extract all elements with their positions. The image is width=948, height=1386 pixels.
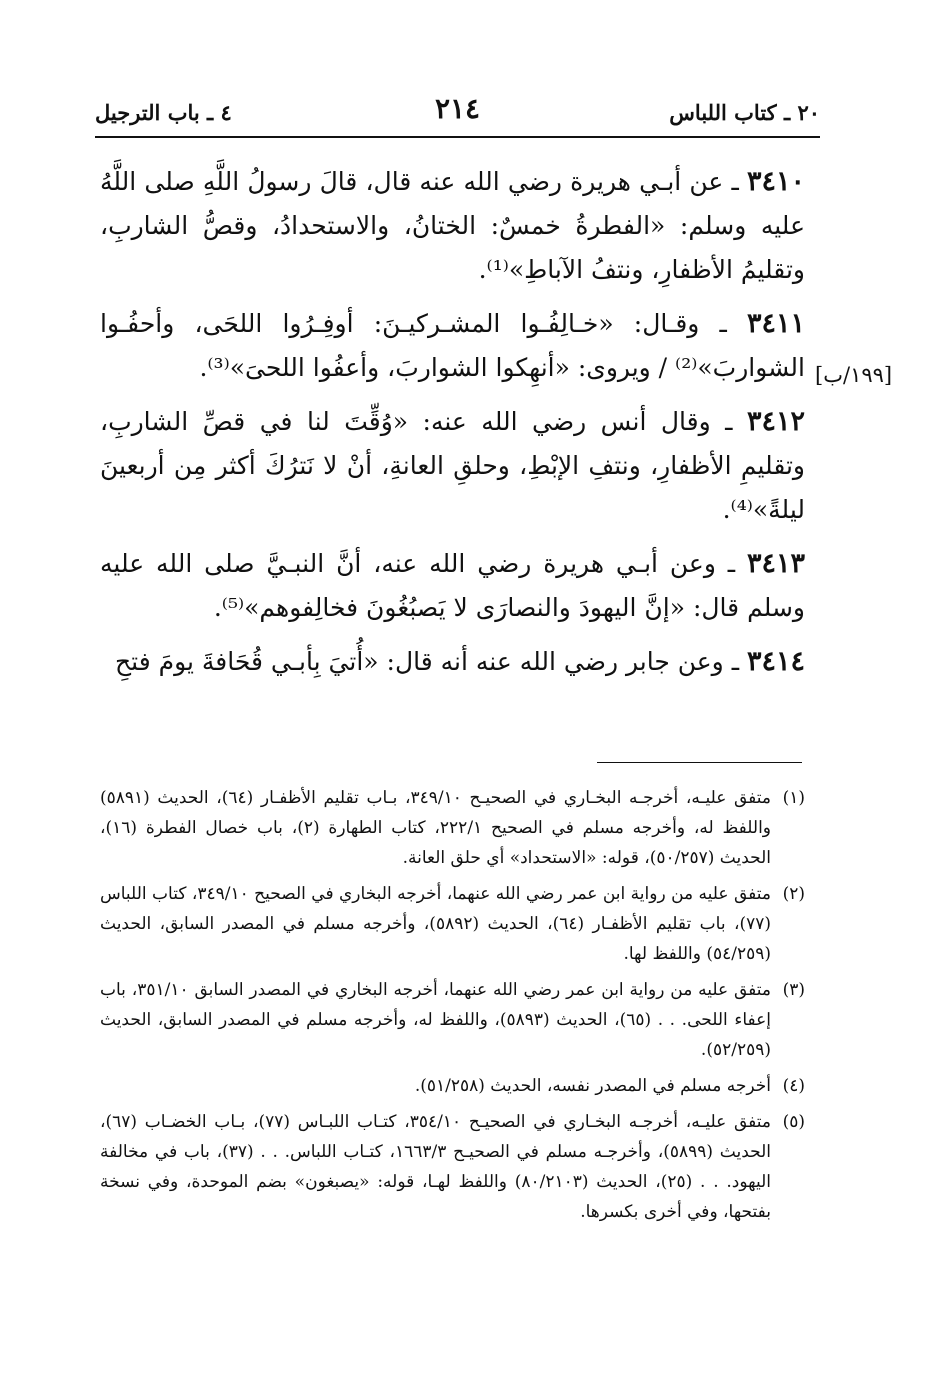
hadith-3412 xyxy=(100,400,805,532)
footnote-number: (٥) xyxy=(782,1112,805,1132)
hadith-number: ٣٤١٠ xyxy=(746,166,805,197)
section-title: ٤ ـ باب الترجيل xyxy=(95,100,232,125)
footnote-text: متفق عليه من رواية ابن عمر رضي الله عنهما، أخرجه البخاري في الصحيح ٣٤٩/١٠، كتاب اللباس (٧٧)، باب تقليم الأظفـار (٦٤)، الحديث (٥٨٩٢)، وأخرجه مسلم في المصدر السابق، الحديث (٥٤/٢٥٩) واللفظ لها. xyxy=(100,884,771,964)
footnote-number: (٢) xyxy=(782,884,805,904)
hadith-text: ـ وقـال: «خـالِفُـوا المشـركيـنَ: أوفِـرُوا اللحَى، وأحفُـوا الشواربَ»⁽²⁾ / ويروى: «أنهِكوا الشواربَ، وأعفُوا اللحىَ»⁽³⁾. xyxy=(100,309,805,382)
footnote-text: متفق عليه من رواية ابن عمر رضي الله عنهما، أخرجه البخاري في المصدر السابق ٣٥١/١٠، باب إعفاء اللحى. . . (٦٥)، الحديث (٥٨٩٣)، واللفظ له، وأخرجه مسلم في المصدر السابق، الحديث (٥٢/٢٥٩). xyxy=(100,980,771,1060)
footnote-text: متفق عليـه، أخرجـه البخـاري في الصحيـح ٣٤٩/١٠، بـاب تقليم الأظفـار (٦٤)، الحديث (٥٨٩١) واللفظ له، وأخرجه مسلم في الصحيح ٢٢٢/١، كتاب الطهارة (٢)، باب خصال الفطرة (١٦)، الحديث (٥٠/٢٥٧)، قوله: «الاستحداد» أي حلق العانة. xyxy=(100,788,771,868)
footnote-number: (٣) xyxy=(782,980,805,1000)
hadith-3413 xyxy=(100,542,805,630)
hadith-text: ـ عن أبـي هريرة رضي الله عنه قال، قالَ رسولُ اللَّهِ صلى اللَّهُ عليه وسلم: «الفطرةُ خمسٌ: الختانُ، والاستحدادُ، وقصُّ الشاربِ، وتقليمُ الأظفارِ، ونتفُ الآباطِ»⁽¹⁾. xyxy=(100,167,805,284)
page-header xyxy=(95,92,820,132)
hadith-3410 xyxy=(100,160,805,292)
hadith-text: ـ وعن جابر رضي الله عنه أنه قال: «أُتيَ بِأبـي قُحَافةَ يومَ فتحِ xyxy=(115,647,747,676)
manuscript-folio-note: [١٩٩/ب] xyxy=(815,363,893,387)
footnote-separator xyxy=(597,762,802,763)
hadith-number: ٣٤١١ xyxy=(746,308,805,339)
hadith-text: ـ وقال أنس رضي الله عنه: «وُقِّتَ لنا في قصِّ الشاربِ، وتقليمِ الأظفارِ، ونتفِ الإبْطِ، وحلقِ العانةِ، أنْ لا نَترُكَ أكثر مِن أربعينَ ليلةً»⁽⁴⁾. xyxy=(100,407,805,524)
hadith-text: ـ وعن أبـي هريرة رضي الله عنه، أنَّ النبـيَّ صلى الله عليه وسلم قال: «إنَّ اليهودَ والنصارَى لا يَصبُغُونَ فخالِفوهم»⁽⁵⁾. xyxy=(100,549,805,622)
footnote xyxy=(100,783,805,873)
footnote xyxy=(100,1071,805,1101)
footnote-number: (١) xyxy=(782,788,805,808)
footnotes xyxy=(100,783,805,1233)
page-number: ٢١٤ xyxy=(434,92,481,125)
hadith-3414 xyxy=(100,640,805,684)
footnote-number: (٤) xyxy=(782,1076,805,1096)
hadith-number: ٣٤١٣ xyxy=(746,548,805,579)
footnote xyxy=(100,879,805,969)
hadith-3411 xyxy=(100,302,805,390)
hadith-number: ٣٤١٢ xyxy=(746,406,805,437)
footnote xyxy=(100,1107,805,1227)
footnote-text: متفق عليـه، أخرجـه البخـاري في الصحيـح ٣٥٤/١٠، كتـاب اللبـاس (٧٧)، بـاب الخضـاب (٦٧)، الحديث (٥٨٩٩)، وأخرجـه مسلم في الصحيـح ١٦٦٣/٣، كتـاب اللباس. . . (٣٧)، باب في مخالفة اليهود. . . (٢٥)، الحديث (٨٠/٢١٠٣) واللفظ لهـا، قوله: «يصبغون» بضم الموحدة، وفي نسخة بفتحها، وفي أخرى بكسرها. xyxy=(100,1112,771,1222)
header-rule xyxy=(95,136,820,138)
footnote xyxy=(100,975,805,1065)
hadith-number: ٣٤١٤ xyxy=(746,646,805,677)
chapter-title: ٢٠ ـ كتاب اللباس xyxy=(669,100,820,125)
main-text xyxy=(100,160,805,694)
footnote-text: أخرجه مسلم في المصدر نفسه، الحديث (٥١/٢٥٨). xyxy=(414,1076,771,1096)
